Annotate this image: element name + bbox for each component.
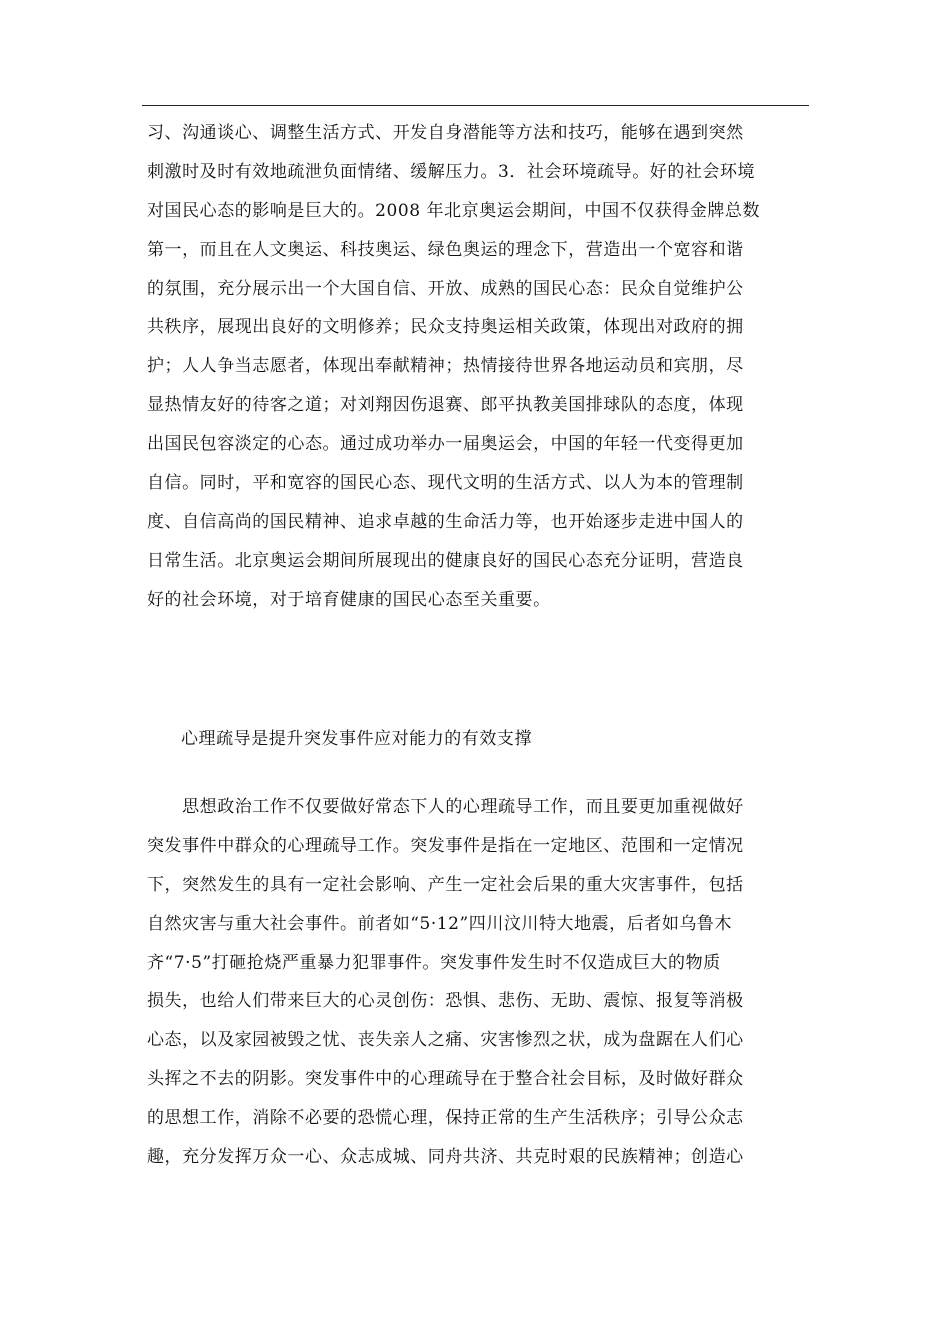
text-line: 好的社会环境，对于培育健康的国民心态至关重要。 bbox=[147, 589, 551, 610]
text-line: 损失，也给人们带来巨大的心灵创伤：恐惧、悲伤、无助、震惊、报复等消极 bbox=[147, 991, 744, 1012]
text-line: 日常生活。北京奥运会期间所展现出的健康良好的国民心态充分证明，营造良 bbox=[147, 550, 744, 571]
text-line: 第一，而且在人文奥运、科技奥运、绿色奥运的理念下，营造出一个宽容和谐 bbox=[147, 239, 744, 260]
text-line: 的思想工作，消除不必要的恐慌心理，保持正常的生产生活秩序；引导公众志 bbox=[147, 1108, 744, 1129]
section-heading: 心理疏导是提升突发事件应对能力的有效支撑 bbox=[181, 729, 532, 749]
text-line: 显热情友好的待客之道；对刘翔因伤退赛、郎平执教美国排球队的态度，体现 bbox=[147, 395, 744, 416]
text-line: 共秩序，展现出良好的文明修养；民众支持奥运相关政策，体现出对政府的拥 bbox=[147, 317, 744, 338]
text-line: 对国民心态的影响是巨大的。2008 年北京奥运会期间，中国不仅获得金牌总数 bbox=[147, 200, 761, 221]
paragraph-emergency-counseling bbox=[147, 788, 812, 1177]
text-line: 自信。同时，平和宽容的国民心态、现代文明的生活方式、以人为本的管理制 bbox=[147, 473, 744, 494]
text-line: 出国民包容淡定的心态。通过成功举办一届奥运会，中国的年轻一代变得更加 bbox=[147, 434, 744, 455]
header-rule bbox=[142, 105, 809, 106]
text-line: 刺激时及时有效地疏泄负面情绪、缓解压力。3．社会环境疏导。好的社会环境 bbox=[147, 161, 756, 182]
text-line: 思想政治工作不仅要做好常态下人的心理疏导工作，而且要更加重视做好 bbox=[147, 797, 744, 817]
text-line: 的氛围，充分展示出一个大国自信、开放、成熟的国民心态：民众自觉维护公 bbox=[147, 278, 744, 299]
text-line: 自然灾害与重大社会事件。前者如“5·12”四川汶川特大地震，后者如乌鲁木 bbox=[147, 913, 733, 934]
text-line: 度、自信高尚的国民精神、追求卓越的生命活力等，也开始逐步走进中国人的 bbox=[147, 511, 744, 532]
text-line: 趣，充分发挥万众一心、众志成城、同舟共济、共克时艰的民族精神；创造心 bbox=[147, 1147, 744, 1168]
text-line: 心态，以及家园被毁之忧、丧失亲人之痛、灾害惨烈之状，成为盘踞在人们心 bbox=[147, 1030, 744, 1051]
paragraph-social-environment bbox=[147, 114, 812, 620]
text-line: 护；人人争当志愿者，体现出奉献精神；热情接待世界各地运动员和宾朋，尽 bbox=[147, 356, 744, 377]
text-line: 习、沟通谈心、调整生活方式、开发自身潜能等方法和技巧，能够在遇到突然 bbox=[147, 123, 744, 143]
text-line: 突发事件中群众的心理疏导工作。突发事件是指在一定地区、范围和一定情况 bbox=[147, 835, 744, 856]
text-line: 头挥之不去的阴影。突发事件中的心理疏导在于整合社会目标，及时做好群众 bbox=[147, 1069, 744, 1090]
text-line: 齐“7·5”打砸抢烧严重暴力犯罪事件。突发事件发生时不仅造成巨大的物质 bbox=[147, 952, 721, 973]
text-line: 下，突然发生的具有一定社会影响、产生一定社会后果的重大灾害事件，包括 bbox=[147, 874, 744, 895]
